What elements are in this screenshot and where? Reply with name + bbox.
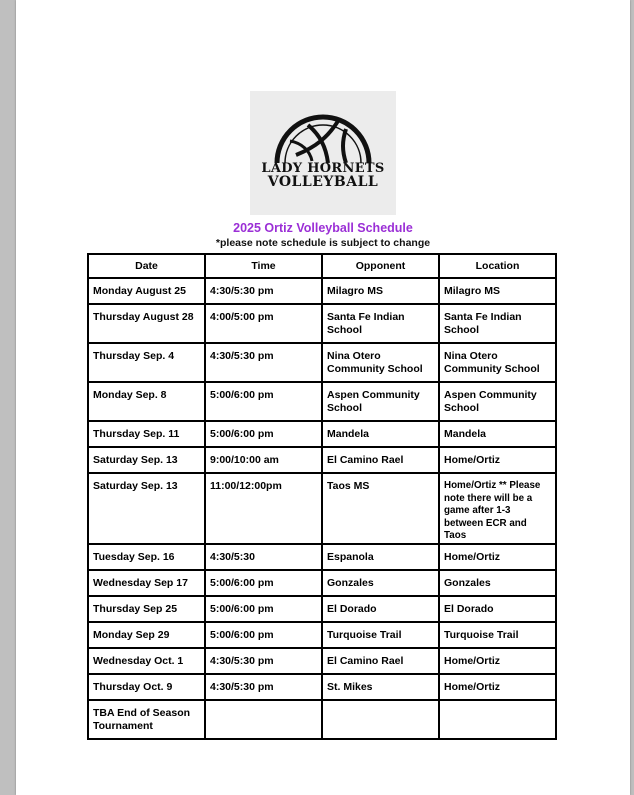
column-header-opponent: Opponent (322, 254, 439, 278)
table-row (88, 570, 556, 596)
table-row (88, 447, 556, 473)
cell-date: Saturday Sep. 13 (88, 447, 205, 473)
cell-opponent: Santa Fe Indian School (322, 304, 439, 343)
document-title: 2025 Ortiz Volleyball Schedule (233, 221, 413, 235)
cell-location: Home/Ortiz (439, 674, 556, 700)
cell-opponent (322, 700, 439, 739)
cell-date: Monday Sep. 8 (88, 382, 205, 421)
cell-date: Thursday Oct. 9 (88, 674, 205, 700)
cell-date: Thursday Sep 25 (88, 596, 205, 622)
cell-opponent: El Camino Rael (322, 648, 439, 674)
cell-time: 4:30/5:30 pm (205, 648, 322, 674)
cell-time: 9:00/10:00 am (205, 447, 322, 473)
cell-date: TBA End of Season Tournament (88, 700, 205, 739)
cell-date: Monday August 25 (88, 278, 205, 304)
cell-opponent: St. Mikes (322, 674, 439, 700)
document-page (16, 0, 630, 795)
cell-opponent: Milagro MS (322, 278, 439, 304)
table-row (88, 473, 556, 544)
cell-opponent: Gonzales (322, 570, 439, 596)
cell-location: Home/Ortiz (439, 544, 556, 570)
cell-location: Nina Otero Community School (439, 343, 556, 382)
column-header-location: Location (439, 254, 556, 278)
column-header-time: Time (205, 254, 322, 278)
table-header-row (88, 254, 556, 278)
cell-opponent: Mandela (322, 421, 439, 447)
table-row (88, 343, 556, 382)
cell-date: Wednesday Oct. 1 (88, 648, 205, 674)
cell-location: Santa Fe Indian School (439, 304, 556, 343)
table-row (88, 544, 556, 570)
cell-opponent: El Camino Rael (322, 447, 439, 473)
cell-time: 5:00/6:00 pm (205, 570, 322, 596)
table-row (88, 304, 556, 343)
cell-location: Aspen Community School (439, 382, 556, 421)
cell-time: 4:30/5:30 (205, 544, 322, 570)
cell-date: Saturday Sep. 13 (88, 473, 205, 544)
cell-time: 11:00/12:00pm (205, 473, 322, 544)
cell-date: Wednesday Sep 17 (88, 570, 205, 596)
cell-time: 5:00/6:00 pm (205, 421, 322, 447)
cell-date: Monday Sep 29 (88, 622, 205, 648)
cell-time: 5:00/6:00 pm (205, 596, 322, 622)
table-row (88, 674, 556, 700)
table-row (88, 278, 556, 304)
cell-time (205, 700, 322, 739)
table-row (88, 700, 556, 739)
volleyball-icon (250, 91, 396, 215)
cell-opponent: Turquoise Trail (322, 622, 439, 648)
logo-line-1: LADY HORNETS (261, 161, 385, 176)
cell-time: 5:00/6:00 pm (205, 382, 322, 421)
cell-location: Gonzales (439, 570, 556, 596)
cell-time: 4:00/5:00 pm (205, 304, 322, 343)
cell-location: El Dorado (439, 596, 556, 622)
cell-time: 5:00/6:00 pm (205, 622, 322, 648)
cell-opponent: Espanola (322, 544, 439, 570)
table-row (88, 596, 556, 622)
cell-opponent: Aspen Community School (322, 382, 439, 421)
cell-opponent: Nina Otero Community School (322, 343, 439, 382)
cell-location: Home/Ortiz ** Please note there will be a game after 1-3 between ECR and Taos (439, 473, 556, 544)
schedule-table (87, 253, 557, 740)
document-subtitle: *please note schedule is subject to change (215, 237, 431, 249)
column-header-date: Date (88, 254, 205, 278)
cell-location: Milagro MS (439, 278, 556, 304)
table-row (88, 421, 556, 447)
cell-location: Home/Ortiz (439, 447, 556, 473)
logo-line-2: VOLLEYBALL (267, 174, 379, 190)
cell-opponent: Taos MS (322, 473, 439, 544)
cell-date: Tuesday Sep. 16 (88, 544, 205, 570)
cell-time: 4:30/5:30 pm (205, 674, 322, 700)
cell-time: 4:30/5:30 pm (205, 278, 322, 304)
cell-location: Mandela (439, 421, 556, 447)
cell-location: Home/Ortiz (439, 648, 556, 674)
cell-date: Thursday August 28 (88, 304, 205, 343)
cell-date: Thursday Sep. 11 (88, 421, 205, 447)
cell-time: 4:30/5:30 pm (205, 343, 322, 382)
cell-date: Thursday Sep. 4 (88, 343, 205, 382)
cell-location: Turquoise Trail (439, 622, 556, 648)
cell-opponent: El Dorado (322, 596, 439, 622)
table-row (88, 648, 556, 674)
team-logo (250, 91, 396, 215)
table-row (88, 382, 556, 421)
cell-location (439, 700, 556, 739)
table-row (88, 622, 556, 648)
